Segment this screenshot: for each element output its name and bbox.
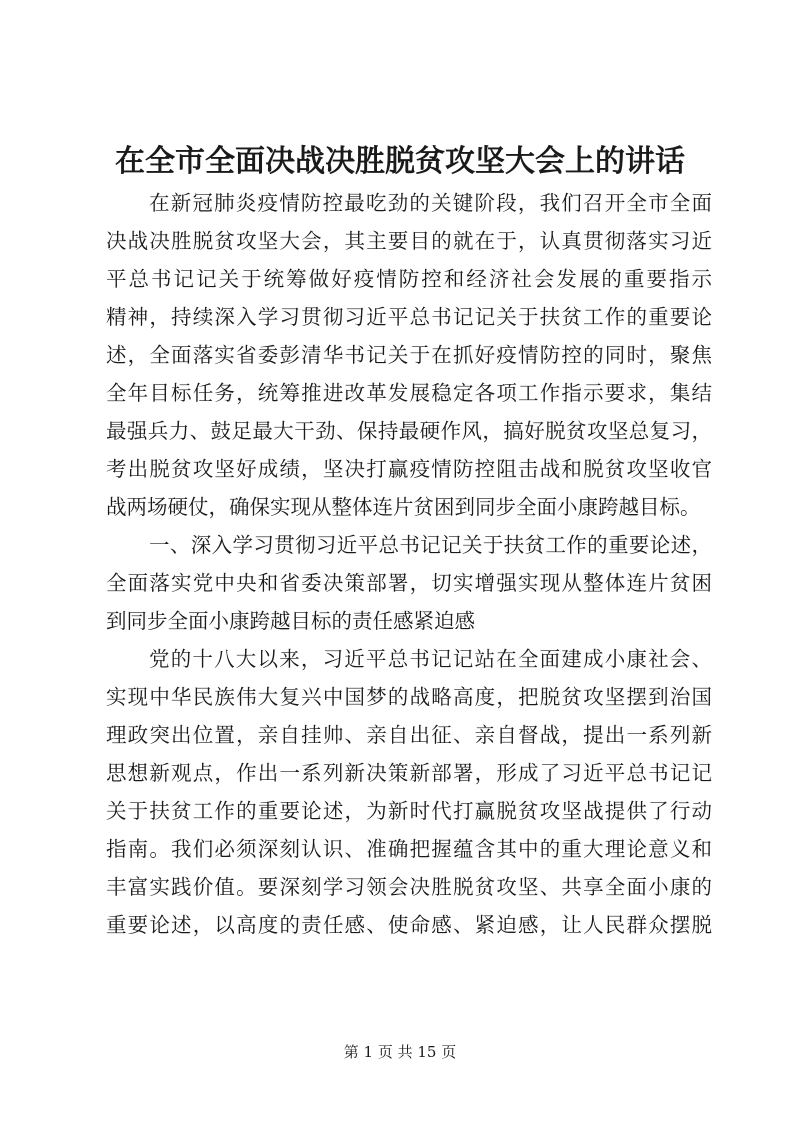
- paragraph-1-line: 最强兵力、鼓足最大干劲、保持最硬作风，搞好脱贫攻坚总复习，: [106, 419, 712, 443]
- paragraph-1-line: 考出脱贫攻坚好成绩，坚决打赢疫情防控阻击战和脱贫攻坚收官: [106, 457, 712, 481]
- section-heading-line: 一、深入学习贯彻习近平总书记记关于扶贫工作的重要论述，: [149, 533, 712, 557]
- paragraph-3-line: 实现中华民族伟大复兴中国梦的战略高度，把脱贫攻坚摆到治国: [106, 685, 712, 709]
- paragraph-3-line: 丰富实践价值。要深刻学习领会决胜脱贫攻坚、共享全面小康的: [106, 875, 712, 899]
- paragraph-3-line: 理政突出位置，亲自挂帅、亲自出征、亲自督战，提出一系列新: [106, 723, 712, 747]
- paragraph-1-line: 述，全面落实省委彭清华书记关于在抓好疫情防控的同时，聚焦: [106, 343, 712, 367]
- paragraph-1-line: 在新冠肺炎疫情防控最吃劲的关键阶段，我们召开全市全面: [149, 191, 712, 215]
- paragraph-1-line: 平总书记记关于统筹做好疫情防控和经济社会发展的重要指示: [106, 267, 712, 291]
- document-title: 在全市全面决战决胜脱贫攻坚大会上的讲话: [115, 144, 685, 179]
- paragraph-3-line: 关于扶贫工作的重要论述，为新时代打赢脱贫攻坚战提供了行动: [106, 799, 712, 823]
- paragraph-3-line: 指南。我们必须深刻认识、准确把握蕴含其中的重大理论意义和: [106, 837, 712, 861]
- page-number-footer: 第 1 页 共 15 页: [343, 1043, 457, 1061]
- section-heading-line: 到同步全面小康跨越目标的责任感紧迫感: [106, 609, 475, 633]
- paragraph-3-line: 党的十八大以来，习近平总书记记站在全面建成小康社会、: [149, 647, 712, 671]
- document-body: [106, 184, 712, 944]
- paragraph-1-line: 决战决胜脱贫攻坚大会，其主要目的就在于，认真贯彻落实习近: [106, 229, 712, 253]
- paragraph-1-line: 全年目标任务，统筹推进改革发展稳定各项工作指示要求，集结: [106, 381, 712, 405]
- paragraph-3-line: 思想新观点，作出一系列新决策新部署，形成了习近平总书记记: [106, 761, 712, 785]
- section-heading-line: 全面落实党中央和省委决策部署，切实增强实现从整体连片贫困: [106, 571, 712, 595]
- paragraph-1-line: 精神，持续深入学习贯彻习近平总书记记关于扶贫工作的重要论: [106, 305, 712, 329]
- paragraph-3-line: 重要论述，以高度的责任感、使命感、紧迫感，让人民群众摆脱: [106, 913, 712, 937]
- paragraph-1-line: 战两场硬仗，确保实现从整体连片贫困到同步全面小康跨越目标。: [106, 495, 701, 519]
